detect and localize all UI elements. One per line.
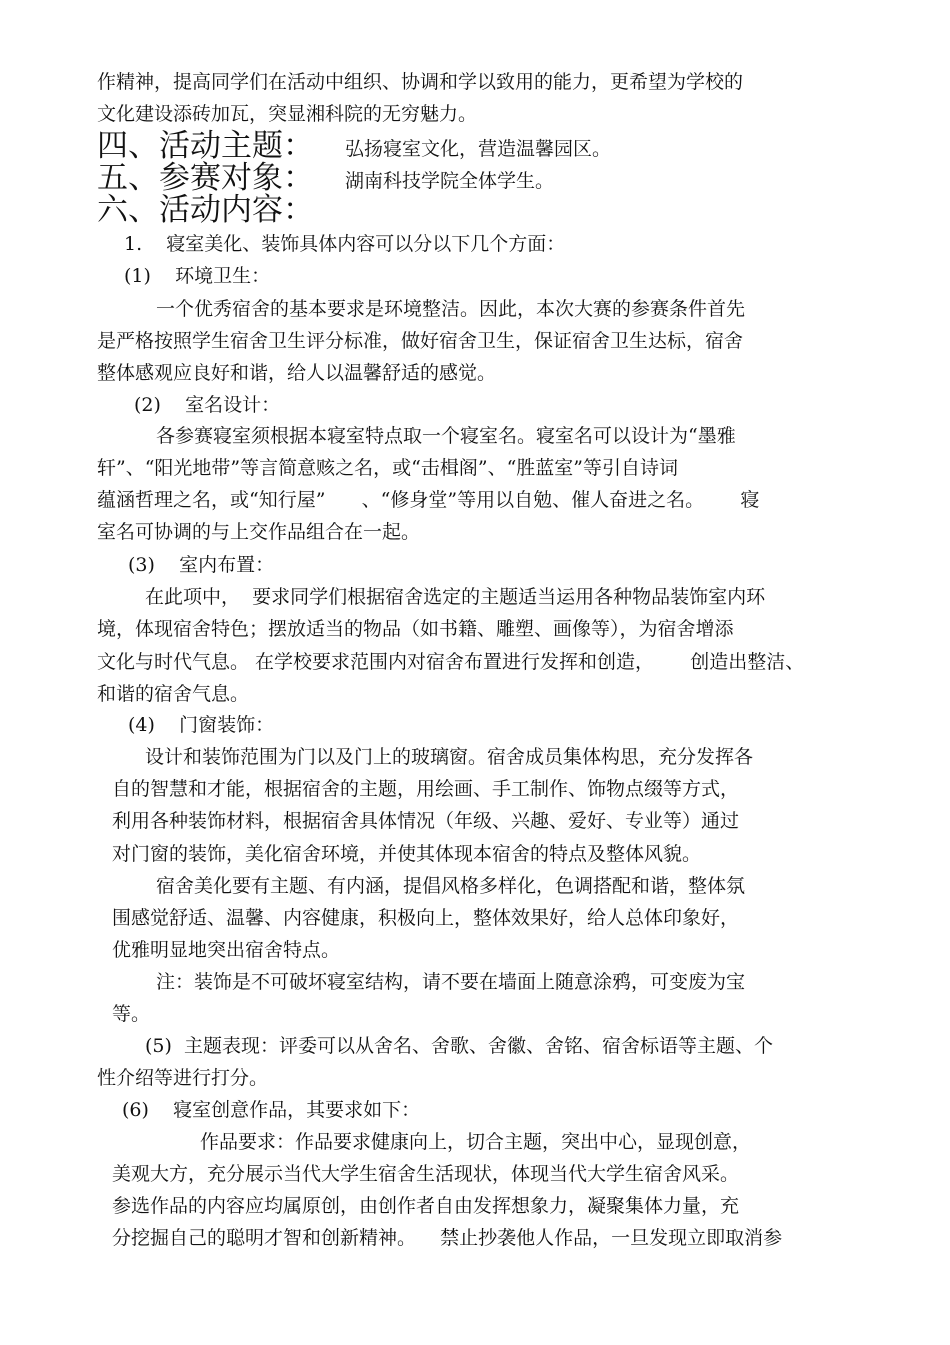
text-line: 美观大方，充分展示当代大学生宿舍生活现状，体现当代大学生宿舍风采。	[112, 1163, 740, 1185]
note-line: 注：装饰是不可破坏寝室结构，请不要在墙面上随意涂鸦，可变废为宝	[156, 971, 746, 993]
text-line: 蕴涵哲理之名，或“知行屋” 、“修身堂”等用以自勉、催人奋进之名。 寝	[97, 489, 760, 511]
text-line: 一个优秀宿舍的基本要求是环境整洁。因此，本次大赛的参赛条件首先	[156, 298, 746, 320]
list-item-1: 1. 寝室美化、装饰具体内容可以分以下几个方面：	[124, 233, 566, 255]
text-line: 作品要求：作品要求健康向上，切合主题，突出中心，显现创意，	[200, 1131, 752, 1153]
text-line: 分挖掘自己的聪明才智和创新精神。 禁止抄袭他人作品，一旦发现立即取消参	[112, 1227, 783, 1249]
subsection-heading: (2) 室名设计：	[134, 394, 281, 416]
text-line: 轩”、“阳光地带”等言简意赅之名，或“击楫阁”、“胜蓝室”等引自诗词	[97, 457, 678, 479]
subsection-heading: (4) 门窗装饰：	[128, 714, 275, 736]
text-line: 境，体现宿舍特色；摆放适当的物品（如书籍、雕塑、画像等），为宿舍增添	[97, 618, 734, 640]
subsection-heading: (1) 环境卫生：	[124, 265, 271, 287]
text-line: 各参赛寝室须根据本寝室特点取一个寝室名。寝室名可以设计为“墨雅	[156, 425, 736, 447]
section-heading-5: 五、参赛对象：	[97, 160, 314, 196]
text-line: 设计和装饰范围为门以及门上的玻璃窗。宿舍成员集体构思，充分发挥各	[145, 746, 754, 768]
section-heading-6: 六、活动内容：	[97, 192, 314, 228]
text-line: 和谐的宿舍气息。	[97, 683, 250, 705]
text-line: 参选作品的内容应均属原创，由创作者自由发挥想象力，凝聚集体力量，充	[112, 1195, 740, 1217]
text-line: 是严格按照学生宿舍卫生评分标准，做好宿舍卫生，保证宿舍卫生达标，宿舍	[97, 330, 744, 352]
section-heading-5-value: 湖南科技学院全体学生。	[345, 170, 555, 192]
text-line: 文化建设添砖加瓦，突显湘科院的无穷魅力。	[97, 103, 478, 125]
text-line: 自的智慧和才能，根据宿舍的主题，用绘画、手工制作、饰物点缀等方式，	[112, 778, 740, 800]
subsection-heading: (3) 室内布置：	[128, 554, 275, 576]
section-heading-4-value: 弘扬寝室文化，营造温馨园区。	[345, 138, 612, 160]
section-heading-4: 四、活动主题：	[97, 128, 314, 164]
text-line: 性介绍等进行打分。	[97, 1067, 269, 1089]
text-line: 室名可协调的与上交作品组合在一起。	[97, 521, 421, 543]
text-line: 宿舍美化要有主题、有内涵，提倡风格多样化，色调搭配和谐，整体氛	[156, 875, 746, 897]
text-line: 围感觉舒适、温馨、内容健康，积极向上，整体效果好，给人总体印象好，	[112, 907, 740, 929]
text-line: 文化与时代气息。 在学校要求范围内对宿舍布置进行发挥和创造， 创造出整洁、	[97, 651, 805, 673]
text-line: 对门窗的装饰，美化宿舍环境，并使其体现本宿舍的特点及整体风貌。	[112, 843, 702, 865]
text-line: 优雅明显地突出宿舍特点。	[112, 939, 341, 961]
note-line: 等。	[112, 1003, 151, 1025]
subsection-heading: (6) 寝室创意作品，其要求如下：	[122, 1099, 421, 1121]
subsection-heading: (5) 主题表现：评委可以从舍名、舍歌、舍徽、舍铭、宿舍标语等主题、个	[145, 1035, 773, 1057]
text-line: 在此项中， 要求同学们根据宿舍选定的主题适当运用各种物品装饰室内环	[145, 586, 766, 608]
text-line: 作精神，提高同学们在活动中组织、协调和学以致用的能力，更希望为学校的	[97, 71, 744, 93]
text-line: 整体感观应良好和谐，给人以温馨舒适的感觉。	[97, 362, 497, 384]
text-line: 利用各种装饰材料，根据宿舍具体情况（年级、兴趣、爱好、专业等）通过	[112, 810, 740, 832]
